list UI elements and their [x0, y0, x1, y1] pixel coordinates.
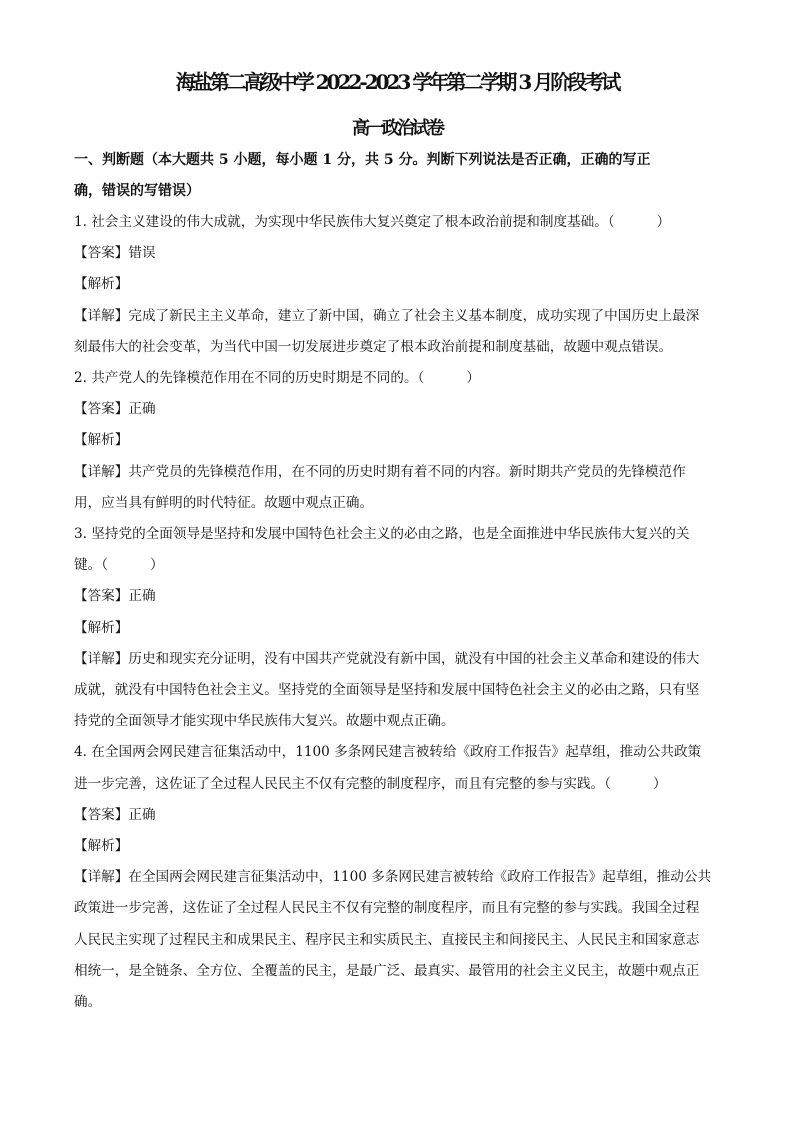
question-1-detail: 【详解】完成了新民主主义革命，建立了新中国，确立了社会主义基本制度，成功实现了中国历史上最深	[74, 308, 700, 324]
detail-label: 【详解】	[74, 651, 129, 667]
question-1-analysis-label: 【解析】	[74, 276, 129, 292]
detail-label: 【详解】	[74, 464, 129, 480]
question-2-analysis-label: 【解析】	[74, 432, 129, 448]
question-4-detail-cont: 政策进一步完善，这佐证了全过程人民民主不仅有完整的制度程序，而且有完整的参与实践。我国全过程	[74, 900, 700, 916]
section-heading	[74, 145, 722, 207]
question-1-detail-cont: 刻最伟大的社会变革，为当代中国一切发展进步奠定了根本政治前提和制度基础，故题中观点错误。	[74, 339, 673, 355]
answer-value: 正确	[128, 807, 156, 823]
question-4-detail: 【详解】在全国两会网民建言征集活动中，1100 多条网民建言被转给《政府工作报告》起草组，推动公共	[74, 869, 712, 885]
question-2-stem: 2. 共产党人的先锋模范作用在不同的历史时期是不同的。（ ）	[74, 370, 480, 386]
section-heading-line: 确，错误的写错误）	[74, 183, 200, 199]
question-2-detail-cont: 用，应当具有鲜明的时代特征。故题中观点正确。	[74, 495, 374, 511]
exam-subtitle: 高一政治试卷	[352, 118, 442, 139]
question-4-detail-cont: 人民民主实现了过程民主和成果民主、程序民主和实质民主、直接民主和间接民主、人民民主和国家意志	[74, 932, 700, 948]
exam-title: 海盐第二高级中学 2022-2023 学年第二学期 3 月阶段考试	[175, 70, 619, 94]
question-3-answer	[74, 586, 724, 606]
question-1-stem: 1. 社会主义建设的伟大成就，为实现中华民族伟大复兴奠定了根本政治前提和制度基础。（ ）	[74, 214, 671, 230]
question-4-answer	[74, 805, 724, 825]
answer-label: 【答案】	[74, 807, 129, 823]
question-3-detail-cont: 成就，就没有中国特色社会主义。坚持党的全面领导是坚持和发展中国特色社会主义的必由之路，只有坚	[74, 682, 700, 698]
question-4-detail-cont: 相统一，是全链条、全方位、全覆盖的民主，是最广泛、最真实、最管用的社会主义民主，故题中观点正	[74, 963, 700, 979]
answer-label: 【答案】	[74, 245, 129, 261]
question-1-answer	[74, 243, 724, 263]
answer-value: 正确	[128, 588, 156, 604]
question-2-answer	[74, 399, 724, 419]
answer-value: 正确	[128, 401, 156, 417]
answer-label: 【答案】	[74, 588, 129, 604]
answer-label: 【答案】	[74, 401, 129, 417]
question-2-detail: 【详解】共产党员的先锋模范作用，在不同的历史时期有着不同的内容。新时期共产党员的先锋模范作	[74, 464, 686, 480]
question-3-detail-cont: 持党的全面领导才能实现中华民族伟大复兴。故题中观点正确。	[74, 713, 455, 729]
question-3-detail: 【详解】历史和现实充分证明，没有中国共产党就没有新中国，就没有中国的社会主义革命和建设的伟大	[74, 651, 700, 667]
question-4-stem-cont: 进一步完善，这佐证了全过程人民民主不仅有完整的制度程序，而且有完整的参与实践。（ ）	[74, 776, 667, 792]
question-3-analysis-label: 【解析】	[74, 620, 129, 636]
question-3-stem-cont: 键。（ ）	[74, 557, 164, 573]
question-4-stem: 4. 在全国两会网民建言征集活动中，1100 多条网民建言被转给《政府工作报告》起草组，推动公共政策	[74, 744, 702, 760]
question-4-detail-cont: 确。	[74, 994, 102, 1010]
answer-value: 错误	[128, 245, 156, 261]
question-3-stem: 3. 坚持党的全面领导是坚持和发展中国特色社会主义的必由之路，也是全面推进中华民族伟大复兴的关	[74, 526, 690, 542]
detail-label: 【详解】	[74, 308, 129, 324]
question-4-analysis-label: 【解析】	[74, 838, 129, 854]
detail-label: 【详解】	[74, 869, 129, 885]
section-heading-line: 一、判断题（本大题共 5 小题，每小题 1 分，共 5 分。判断下列说法是否正确，正确的写正	[74, 152, 651, 168]
